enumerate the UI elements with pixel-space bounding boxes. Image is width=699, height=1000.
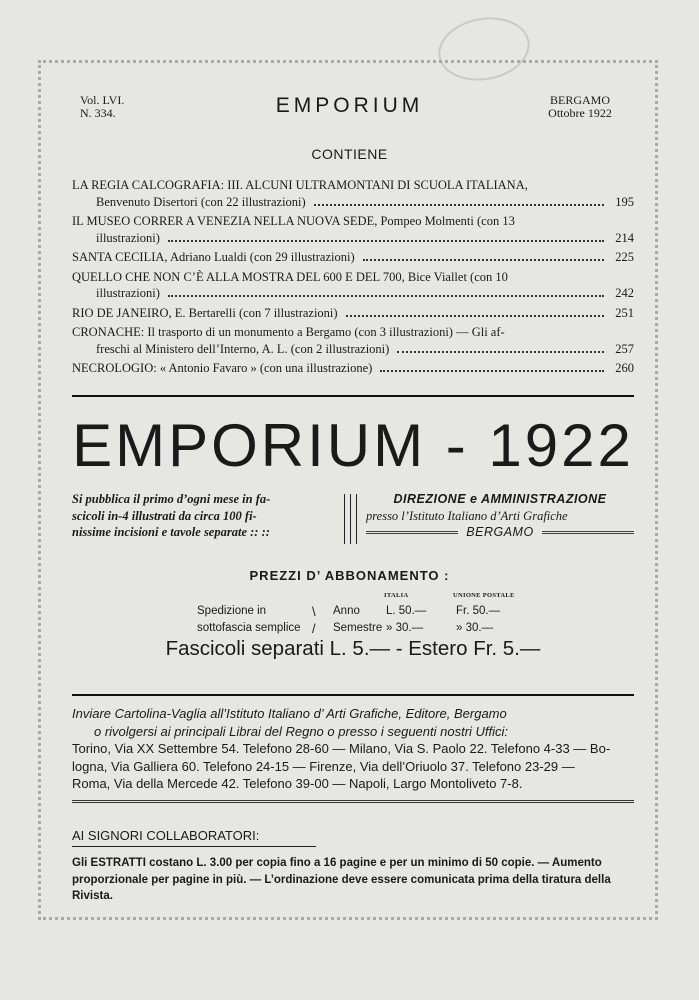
offprints-line: proporzionale per pagine in più. — L’ordinazione deve essere comunicata prima della tiratura della	[72, 873, 611, 886]
toc-entry-line: illustrazioni)	[96, 286, 160, 300]
table-of-contents	[72, 177, 634, 380]
direction-block	[366, 491, 634, 541]
ornament-rule	[542, 531, 634, 534]
issue-number: N. 334.	[80, 106, 116, 120]
price-unione	[456, 603, 500, 637]
brace: \ /	[312, 604, 316, 636]
issue-date: Ottobre 1922	[548, 106, 612, 120]
toc-entry	[72, 213, 634, 246]
offprints-line: Rivista.	[72, 890, 113, 902]
toc-entry	[72, 324, 634, 357]
ornament-rule	[366, 531, 458, 534]
toc-page-number: 257	[615, 341, 634, 356]
toc-entry	[72, 177, 634, 210]
price-italia-value: L. 50.—	[386, 605, 427, 617]
toc-entry-line: LA REGIA CALCOGRAFIA: III. ALCUNI ULTRAMONTANI DI SCUOLA ITALIANA,	[72, 178, 528, 192]
price-unione-value: » 30.—	[456, 622, 494, 634]
dot-leader	[397, 351, 604, 353]
dot-leader	[346, 315, 604, 317]
toc-page-number: 260	[615, 361, 634, 375]
toc-entry-line: illustrazioni)	[96, 230, 160, 245]
direction-city: BERGAMO	[466, 525, 534, 539]
direction-address: presso l’Istituto Italiano d’Arti Grafiche	[366, 508, 568, 523]
publication-note	[72, 491, 340, 541]
publication-line: nissime incisioni e tavole separate :: ::	[72, 525, 270, 539]
ordering-line: o rivolgersi ai principali Librai del Regno o presso i seguenti nostri Uffici:	[94, 723, 509, 739]
publication-line: scicoli in-4 illustrati da circa 100 fi-	[72, 508, 257, 523]
masthead: EMPORIUM	[275, 94, 424, 117]
prices-label-line: Spedizione in	[197, 605, 267, 617]
toc-entry-line: CRONACHE: Il trasporto di un monumento a Bergamo (con 3 illustrazioni) — Gli af-	[72, 325, 505, 339]
price-period: Anno	[333, 605, 360, 617]
toc-entry	[72, 269, 634, 302]
toc-entry-line: Benvenuto Disertori (con 22 illustrazioni)	[96, 194, 306, 209]
price-period: Semestre	[333, 622, 383, 634]
toc-entry	[72, 305, 634, 322]
toc-entry	[72, 249, 634, 266]
prices-heading: PREZZI D’ ABBONAMENTO :	[249, 568, 450, 583]
big-title: EMPORIUM - 1922	[72, 412, 634, 479]
toc-entry	[72, 360, 634, 377]
divider-rule	[72, 395, 634, 397]
office-line: Torino, Via XX Settembre 54. Telefono 28-60 — Milano, Via S. Paolo 22. Telefono 4-33 — Bo-	[72, 741, 611, 756]
prices-label-line: sottofascia semplice	[197, 622, 301, 634]
office-line: Roma, Via della Mercede 42. Telefono 39-00 — Napoli, Largo Montoliveto 7-8.	[72, 776, 523, 791]
toc-entry-line: QUELLO CHE NON C’È ALLA MOSTRA DEL 600 E DEL 700, Bice Viallet (con 10	[72, 269, 508, 284]
dot-leader	[168, 240, 604, 242]
ordering-line: Inviare Cartolina-Vaglia all’Istituto Italiano d’ Arti Grafiche, Editore, Bergamo	[72, 706, 507, 721]
toc-page-number: 225	[615, 250, 634, 264]
toc-entry-line: NECROLOGIO: « Antonio Favaro » (con una illustrazione)	[72, 361, 373, 375]
double-rule	[72, 800, 634, 807]
price-italia-value: » 30.—	[386, 622, 424, 634]
dot-leader	[168, 295, 604, 297]
city: BERGAMO	[549, 93, 610, 107]
heading-underline	[72, 846, 316, 847]
offprints-note	[72, 855, 634, 905]
collaborators-heading: AI SIGNORI COLLABORATORI:	[72, 828, 260, 843]
prices-label	[197, 603, 301, 637]
dot-leader	[363, 259, 604, 261]
dot-leader	[380, 370, 604, 372]
direction-title: DIREZIONE e AMMINISTRAZIONE	[393, 492, 607, 506]
toc-page-number: 195	[615, 194, 634, 209]
offprints-line: Gli ESTRATTI costano L. 3.00 per copia fino a 16 pagine e per un minimo di 50 copie. — Aumento	[72, 857, 602, 869]
divider-rule	[72, 694, 634, 696]
contents-heading: CONTIENE	[311, 146, 388, 162]
place-date	[520, 94, 640, 120]
volume-label: Vol. LVI.	[80, 93, 125, 107]
office-line: logna, Via Galliera 60. Telefono 24-15 — Firenze, Via dell’Oriuolo 37. Telefono 23-29 —	[72, 758, 575, 774]
toc-page-number: 214	[615, 230, 634, 245]
price-periods	[333, 603, 382, 637]
toc-entry-line: IL MUSEO CORRER A VENEZIA NELLA NUOVA SEDE, Pompeo Molmenti (con 13	[72, 214, 515, 228]
direction-city-row	[366, 524, 634, 541]
publication-line: Si pubblica il primo d’ogni mese in fa-	[72, 492, 271, 506]
toc-entry-line: RIO DE JANEIRO, E. Bertarelli (con 7 illustrazioni)	[72, 305, 338, 320]
ordering-info	[72, 705, 634, 793]
toc-entry-line: SANTA CECILIA, Adriano Lualdi (con 29 illustrazioni)	[72, 250, 355, 264]
col-italia-header: ITALIA	[384, 592, 409, 599]
dot-leader	[314, 204, 604, 206]
price-unione-value: Fr. 50.—	[456, 605, 501, 617]
price-italia	[386, 603, 426, 637]
toc-page-number: 251	[615, 305, 634, 320]
vertical-divider	[340, 494, 362, 544]
toc-page-number: 242	[615, 286, 634, 300]
toc-entry-line: freschi al Ministero dell’Interno, A. L. (con 2 illustrazioni)	[96, 341, 390, 356]
separate-issues-price: Fascicoli separati L. 5.— - Estero Fr. 5.—	[165, 637, 541, 660]
col-unione-header: UNIONE POSTALE	[453, 592, 515, 599]
